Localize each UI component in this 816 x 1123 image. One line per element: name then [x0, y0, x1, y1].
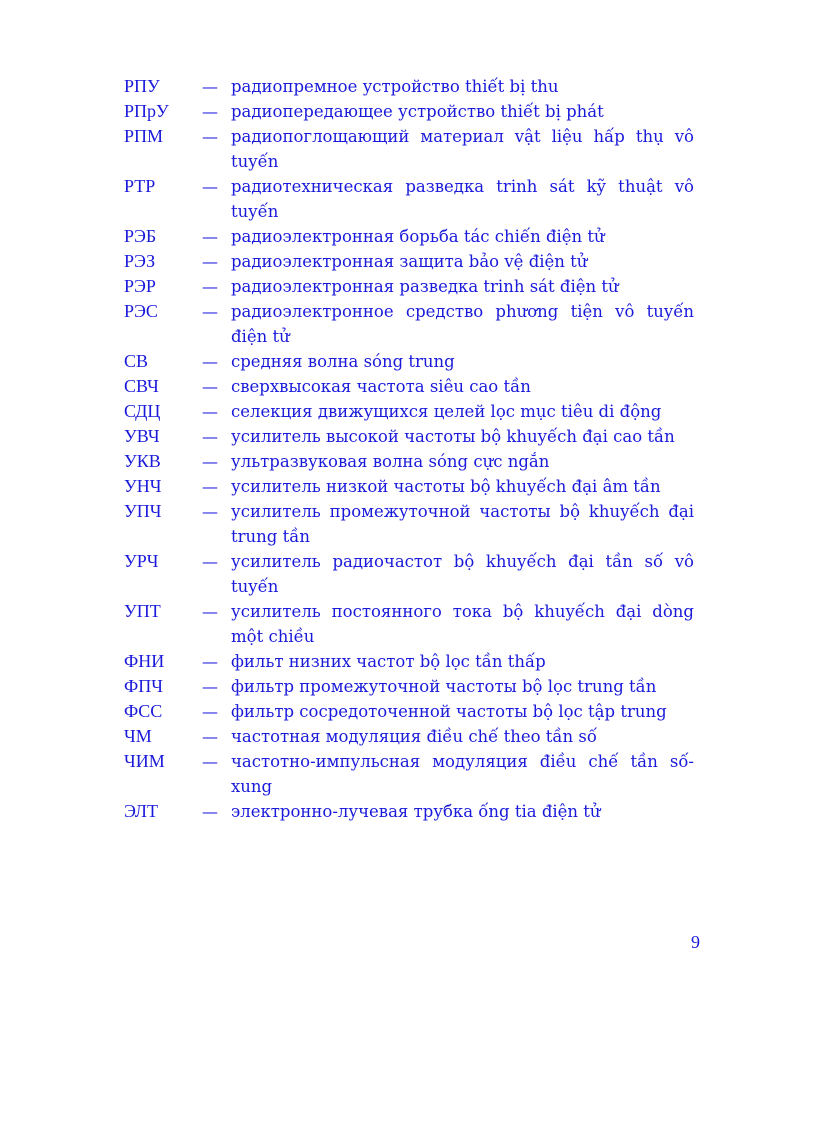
abbreviation-term: ФНИ [124, 651, 165, 671]
em-dash-separator: — [202, 302, 218, 321]
abbreviation-definition: усилитель радиочастот bộ khuyếch đại tần số vô tuyến [231, 552, 694, 596]
abbreviation-term: РЭС [124, 301, 158, 321]
abbreviation-entry [124, 549, 694, 599]
em-dash-separator: — [202, 652, 218, 671]
abbreviation-term: УНЧ [124, 476, 162, 496]
em-dash-separator: — [202, 752, 218, 771]
abbreviation-list [124, 74, 694, 824]
abbreviation-term: УПТ [124, 601, 161, 621]
abbreviation-entry [124, 799, 694, 824]
abbreviation-entry [124, 399, 694, 424]
abbreviation-term: ЧМ [124, 726, 152, 746]
abbreviation-entry [124, 699, 694, 724]
abbreviation-entry [124, 449, 694, 474]
abbreviation-definition: сверхвысокая частота siêu cao tần [231, 377, 531, 396]
em-dash-separator: — [202, 727, 218, 746]
abbreviation-definition: ультразвуковая волна sóng cực ngắn [231, 452, 550, 471]
abbreviation-entry [124, 599, 694, 649]
abbreviation-definition: фильтр промежуточной частоты bộ lọc trung tần [231, 677, 657, 696]
abbreviation-term: СВЧ [124, 376, 159, 396]
abbreviation-term: ФСС [124, 701, 163, 721]
abbreviation-entry [124, 649, 694, 674]
abbreviation-entry [124, 499, 694, 549]
em-dash-separator: — [202, 677, 218, 696]
em-dash-separator: — [202, 427, 218, 446]
abbreviation-definition: усилитель постоянного тока bộ khuyếch đại dòng một chiều [231, 602, 694, 646]
abbreviation-entry [124, 299, 694, 349]
abbreviation-definition: усилитель низкой частоты bộ khuyếch đại âm tần [231, 477, 661, 496]
abbreviation-definition: фильтр сосредоточенной частоты bộ lọc tập trung [231, 702, 667, 721]
abbreviation-entry [124, 474, 694, 499]
em-dash-separator: — [202, 702, 218, 721]
abbreviation-entry [124, 124, 694, 174]
abbreviation-term: СВ [124, 351, 149, 371]
em-dash-separator: — [202, 177, 218, 196]
abbreviation-definition: усилитель промежуточной частоты bộ khuyếch đại trung tần [231, 502, 694, 546]
abbreviation-definition: радиопередающее устройство thiết bị phát [231, 102, 604, 121]
em-dash-separator: — [202, 402, 218, 421]
abbreviation-term: РЭР [124, 276, 156, 296]
abbreviation-entry [124, 99, 694, 124]
abbreviation-term: РТР [124, 176, 156, 196]
abbreviation-term: УПЧ [124, 501, 162, 521]
abbreviation-definition: радиотехническая разведка trinh sát kỹ thuật vô tuyến [231, 177, 694, 221]
em-dash-separator: — [202, 277, 218, 296]
abbreviation-term: РПУ [124, 76, 160, 96]
em-dash-separator: — [202, 252, 218, 271]
abbreviation-definition: селекция движущихся целей lọc mục tiêu di động [231, 402, 662, 421]
abbreviation-term: РПрУ [124, 101, 169, 121]
em-dash-separator: — [202, 352, 218, 371]
abbreviation-definition: частотная модуляция điều chế theo tần số [231, 727, 597, 746]
abbreviation-definition: фильт низних частот bộ lọc tần thấp [231, 652, 546, 671]
abbreviation-definition: радиоэлектронная борьба tác chiến điện tử [231, 227, 605, 246]
abbreviation-definition: средняя волна sóng trung [231, 352, 455, 371]
page-number: 9 [691, 932, 700, 952]
abbreviation-term: УВЧ [124, 426, 160, 446]
em-dash-separator: — [202, 102, 218, 121]
abbreviation-entry [124, 274, 694, 299]
abbreviation-definition: радиоэлектронное средство phương tiện vô tuyến điện tử [231, 302, 694, 346]
abbreviation-entry [124, 749, 694, 799]
abbreviation-term: ФПЧ [124, 676, 163, 696]
em-dash-separator: — [202, 127, 218, 146]
abbreviation-entry [124, 374, 694, 399]
em-dash-separator: — [202, 602, 218, 621]
abbreviation-term: СДЦ [124, 401, 161, 421]
em-dash-separator: — [202, 552, 218, 571]
em-dash-separator: — [202, 802, 218, 821]
abbreviation-term: РЭЗ [124, 251, 156, 271]
abbreviation-term: РЭБ [124, 226, 157, 246]
em-dash-separator: — [202, 452, 218, 471]
abbreviation-definition: частотно-импульсная модуляция điều chế tần số-xung [231, 752, 694, 796]
abbreviation-definition: радиопремное устройство thiết bị thu [231, 77, 559, 96]
abbreviation-term: ЭЛТ [124, 801, 158, 821]
abbreviation-entry [124, 174, 694, 224]
em-dash-separator: — [202, 377, 218, 396]
abbreviation-definition: радиоэлектронная защита bảo vệ điện tử [231, 252, 588, 271]
abbreviation-entry [124, 724, 694, 749]
em-dash-separator: — [202, 477, 218, 496]
abbreviation-definition: электронно-лучевая трубка ống tia điện tử [231, 802, 601, 821]
abbreviation-entry [124, 674, 694, 699]
em-dash-separator: — [202, 227, 218, 246]
abbreviation-entry [124, 74, 694, 99]
abbreviation-term: УКВ [124, 451, 161, 471]
abbreviation-definition: усилитель высокой частоты bộ khuyếch đại cao tần [231, 427, 675, 446]
abbreviation-entry [124, 249, 694, 274]
abbreviation-term: ЧИМ [124, 751, 165, 771]
abbreviation-term: РПМ [124, 126, 164, 146]
abbreviation-entry [124, 424, 694, 449]
abbreviation-term: УРЧ [124, 551, 159, 571]
abbreviation-entry [124, 224, 694, 249]
em-dash-separator: — [202, 502, 218, 521]
abbreviation-definition: радиопоглощающий материал vật liệu hấp thụ vô tuyến [231, 127, 694, 171]
abbreviation-entry [124, 349, 694, 374]
abbreviation-definition: радиоэлектронная разведка trinh sát điện tử [231, 277, 619, 296]
em-dash-separator: — [202, 77, 218, 96]
